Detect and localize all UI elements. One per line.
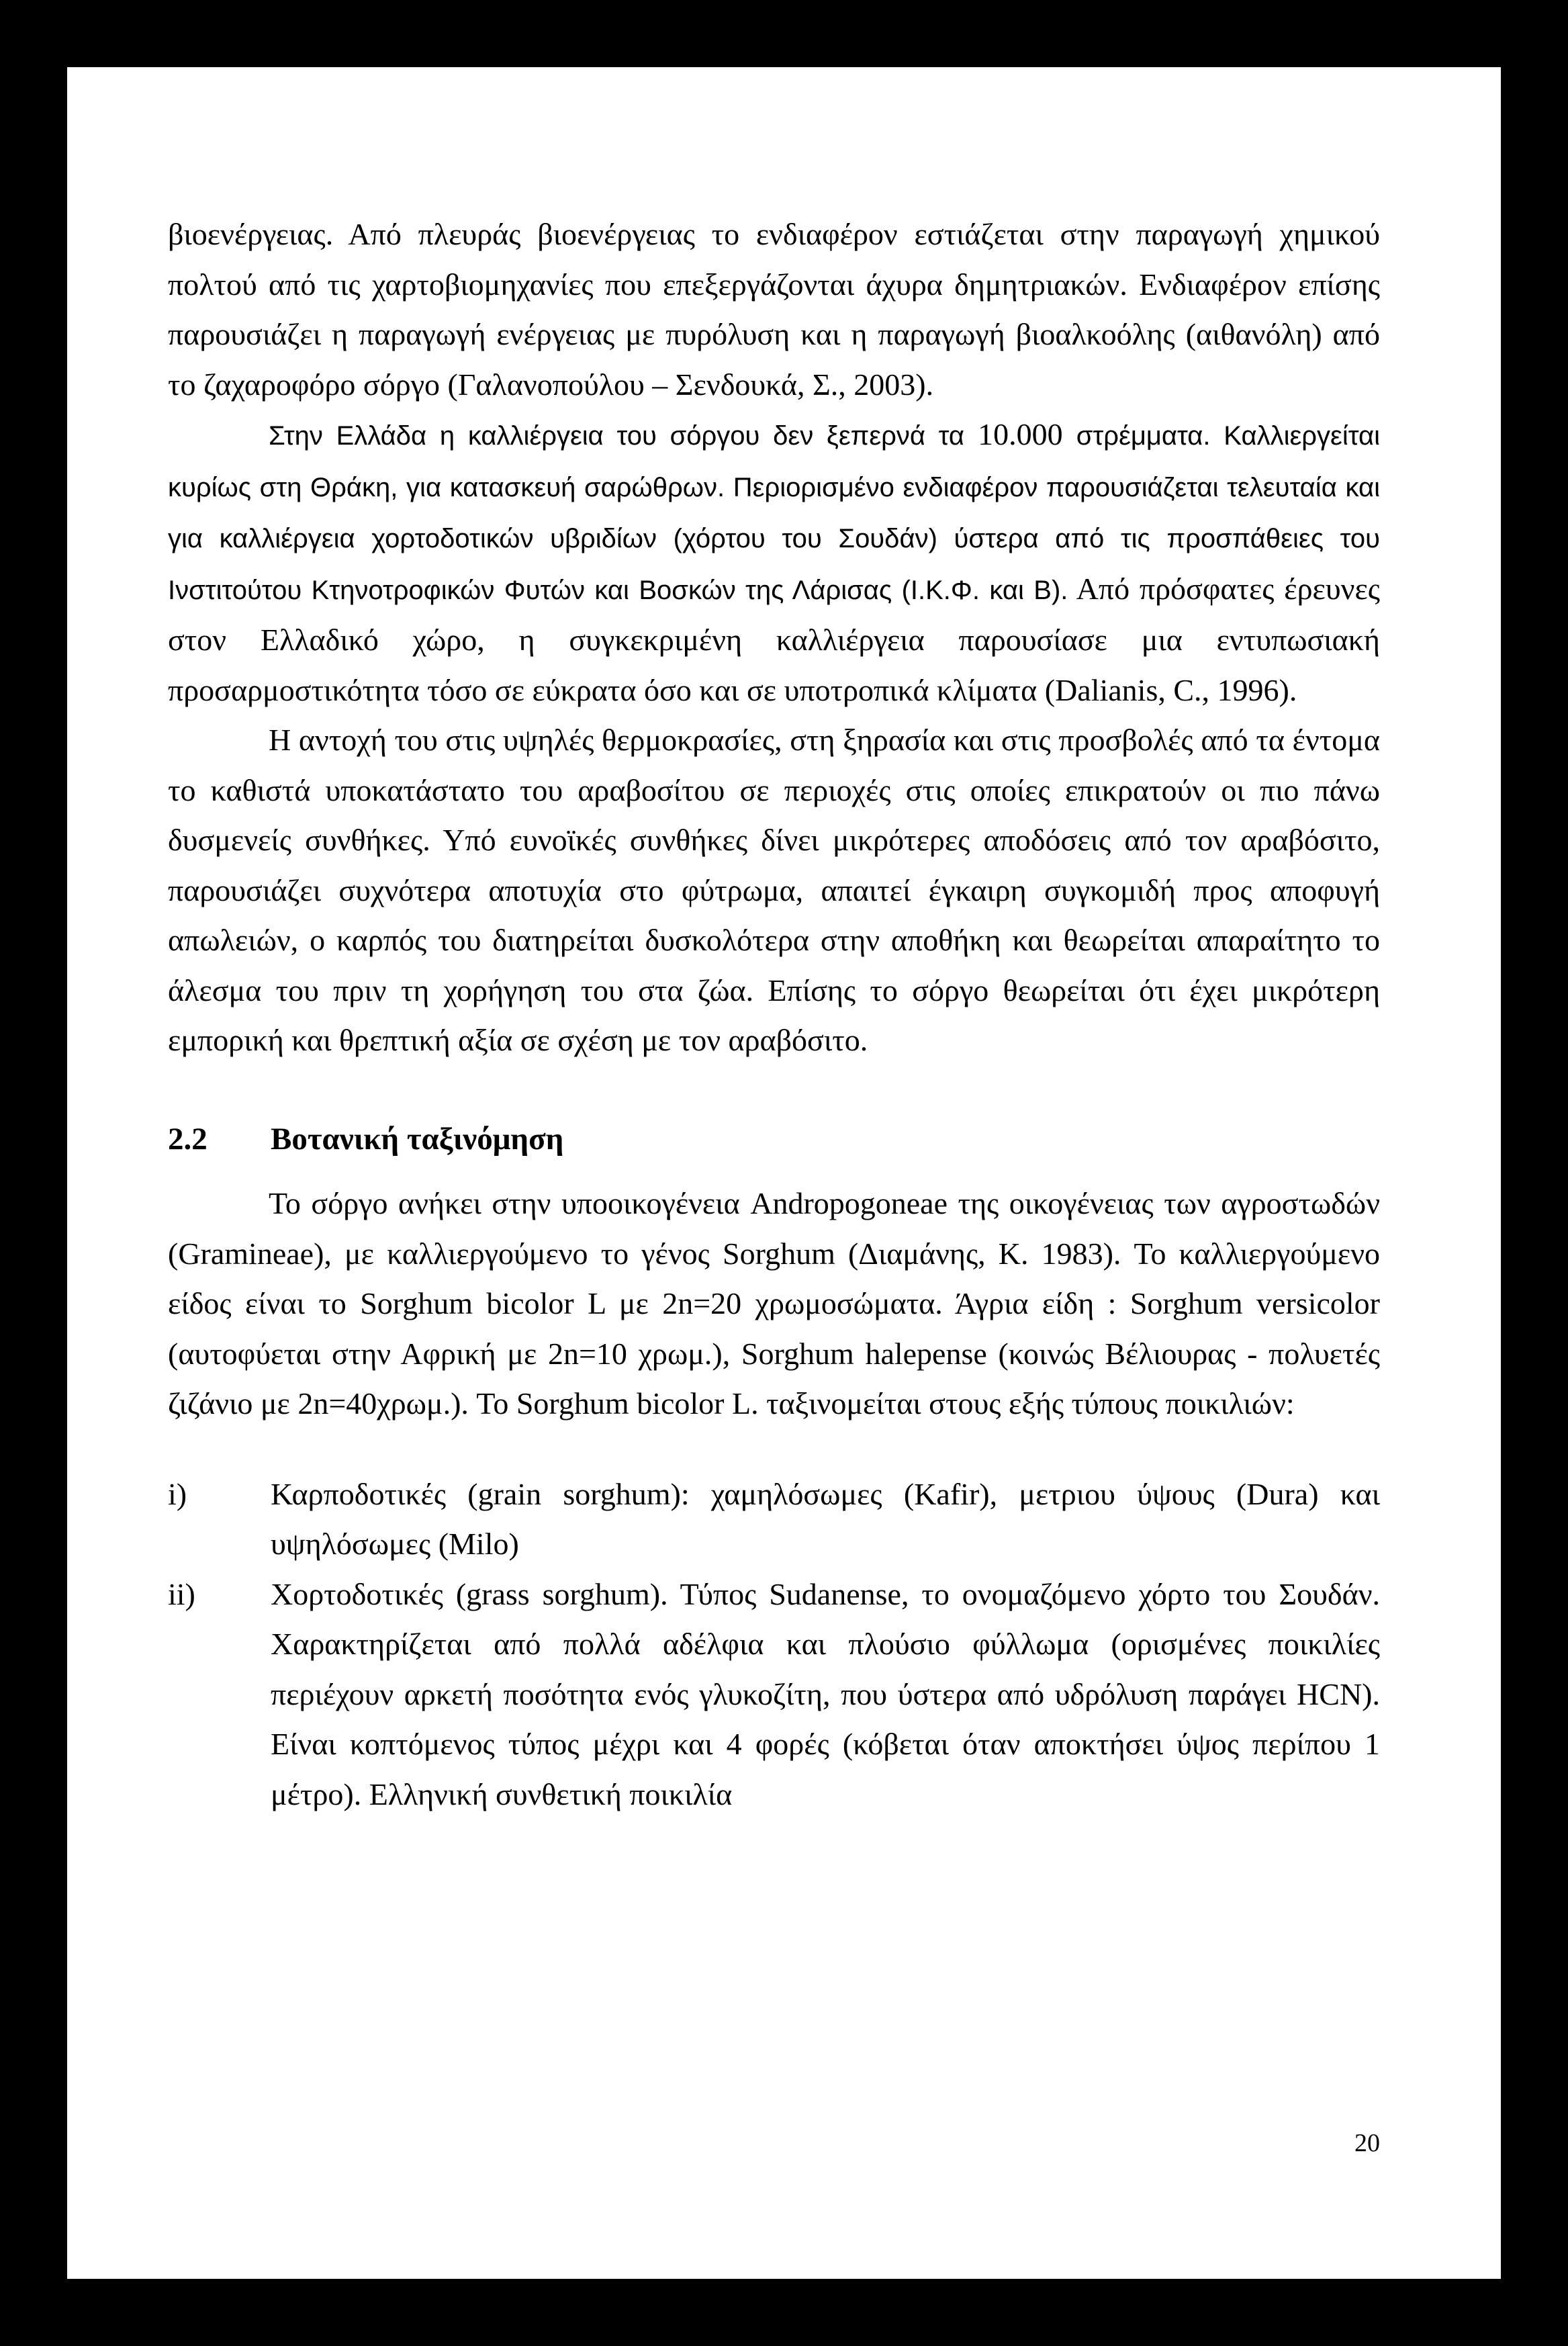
list-item (168, 1470, 1380, 1570)
paragraph-bioenergy: βιοενέργειας. Από πλευράς βιοενέργειας το ενδιαφέρον εστιάζεται στην παραγωγή χημικού πολτού από τις χαρτοβιομηχανίες που επεξεργάζονται άχυρα δημητριακών. Ενδιαφέρον επίσης παρουσιάζει η παραγωγή ενέργειας με πυρόλυση και η παραγωγή βιοαλκοόλης (αιθανόλη) από το ζαχαροφόρο σόργο (Γαλανοπούλου – Σενδουκά, Σ., 2003). (168, 217, 1380, 402)
section-title: Βοτανική ταξινόμηση (271, 1121, 564, 1157)
greece-cultivation-figure: 10.000 (978, 417, 1063, 451)
section-number: 2.2 (168, 1121, 207, 1157)
greece-cultivation-research: Από πρόσφατες έρευνες στον Ελλαδικό χώρο, η συγκεκριμένη καλλιέργεια παρουσίασε μια εντυπωσιακή προσαρμοστικότητα τόσο σε εύκρατα όσο και σε υποτροπικά κλίματα (Dalianis, C., 1996). (168, 571, 1380, 707)
paragraph-taxonomy: Το σόργο ανήκει στην υποοικογένεια Andropogoneae της οικογένειας των αγροστωδών (Gramineae), με καλλιεργούμενο το γένος Sorghum (Διαμάνης, Κ. 1983). Το καλλιεργούμενο είδος είναι το Sorghum bicolor L με 2n=20 χρωμοσώματα. Άγρια είδη : Sorghum versicolor (αυτοφύεται στην Αφρική με 2n=10 χρωμ.), Sorghum halepense (κοινώς Βέλιουρας - πολυετές ζιζάνιο με 2n=40χρωμ.). Το Sorghum bicolor L. ταξινομείται στους εξής τύπους ποικιλιών: (168, 1186, 1380, 1420)
section-heading (168, 1114, 1380, 1165)
page-content (168, 210, 1380, 1819)
variety-list (168, 1470, 1380, 1820)
list-marker: ii) (168, 1576, 195, 1611)
page-number: 20 (1354, 2129, 1380, 2157)
list-item (168, 1570, 1380, 1820)
greece-cultivation-sans-continued: στρέμματα. Καλλιεργείται κυρίως στη Θράκη, για κατασκευή σαρώθρων. Περιορισμένο ενδιαφέρον παρουσιάζεται τελευταία και για καλλιέργεια χορτοδοτικών υβριδίων (χόρτου του Σουδάν) ύστερα από τις προσπάθειες του Ινστιτούτου Κτηνοτροφικών Φυτών και Βοσκών της Λάρισας (Ι.Κ.Φ. και Β). (168, 421, 1381, 605)
list-item-text: Καρποδοτικές (grain sorghum): χαμηλόσωμες (Kafir), μετριου ύψους (Dura) και υψηλόσωμες (Milo) (271, 1476, 1380, 1561)
list-item-text: Χορτοδοτικές (grass sorghum). Τύπος Sudanense, το ονομαζόμενο χόρτο του Σουδάν. Χαρακτηρίζεται από πολλά αδέλφια και πλούσιο φύλλωμα (ορισμένες ποικιλίες περιέχουν αρκετή ποσότητα ενός γλυκοζίτη, που ύστερα από υδρόλυση παράγει HCN). Είναι κοπτόμενος τύπος μέχρι και 4 φορές (κόβεται όταν αποκτήσει ύψος περίπου 1 μέτρο). Ελληνική συνθετική ποικιλία (271, 1576, 1380, 1811)
paragraph-heat-tolerance: Η αντοχή του στις υψηλές θερμοκρασίες, στη ξηρασία και στις προσβολές από τα έντομα το καθιστά υποκατάστατο του αραβοσίτου σε περιοχές στις οποίες επικρατούν οι πιο πάνω δυσμενείς συνθήκες. Υπό ευνοϊκές συνθήκες δίνει μικρότερες αποδόσεις από τον αραβόσιτο, παρουσιάζει συχνότερα αποτυχία στο φύτρωμα, απαιτεί έγκαιρη συγκομιδή προς αποφυγή απωλειών, ο καρπός του διατηρείται δυσκολότερα στην αποθήκη και θεωρείται απαραίτητο το άλεσμα του πριν τη χορήγηση του στα ζώα. Επίσης το σόργο θεωρείται ότι έχει μικρότερη εμπορική και θρεπτική αξία σε σχέση με τον αραβόσιτο. (168, 723, 1380, 1057)
greece-cultivation-sans-text: Στην Ελλάδα η καλλιέργεια του σόργου δεν ξεπερνά τα (269, 421, 965, 451)
list-marker: i) (168, 1476, 187, 1511)
paragraph-greece-cultivation (168, 410, 1380, 715)
document-page (67, 67, 1501, 2279)
